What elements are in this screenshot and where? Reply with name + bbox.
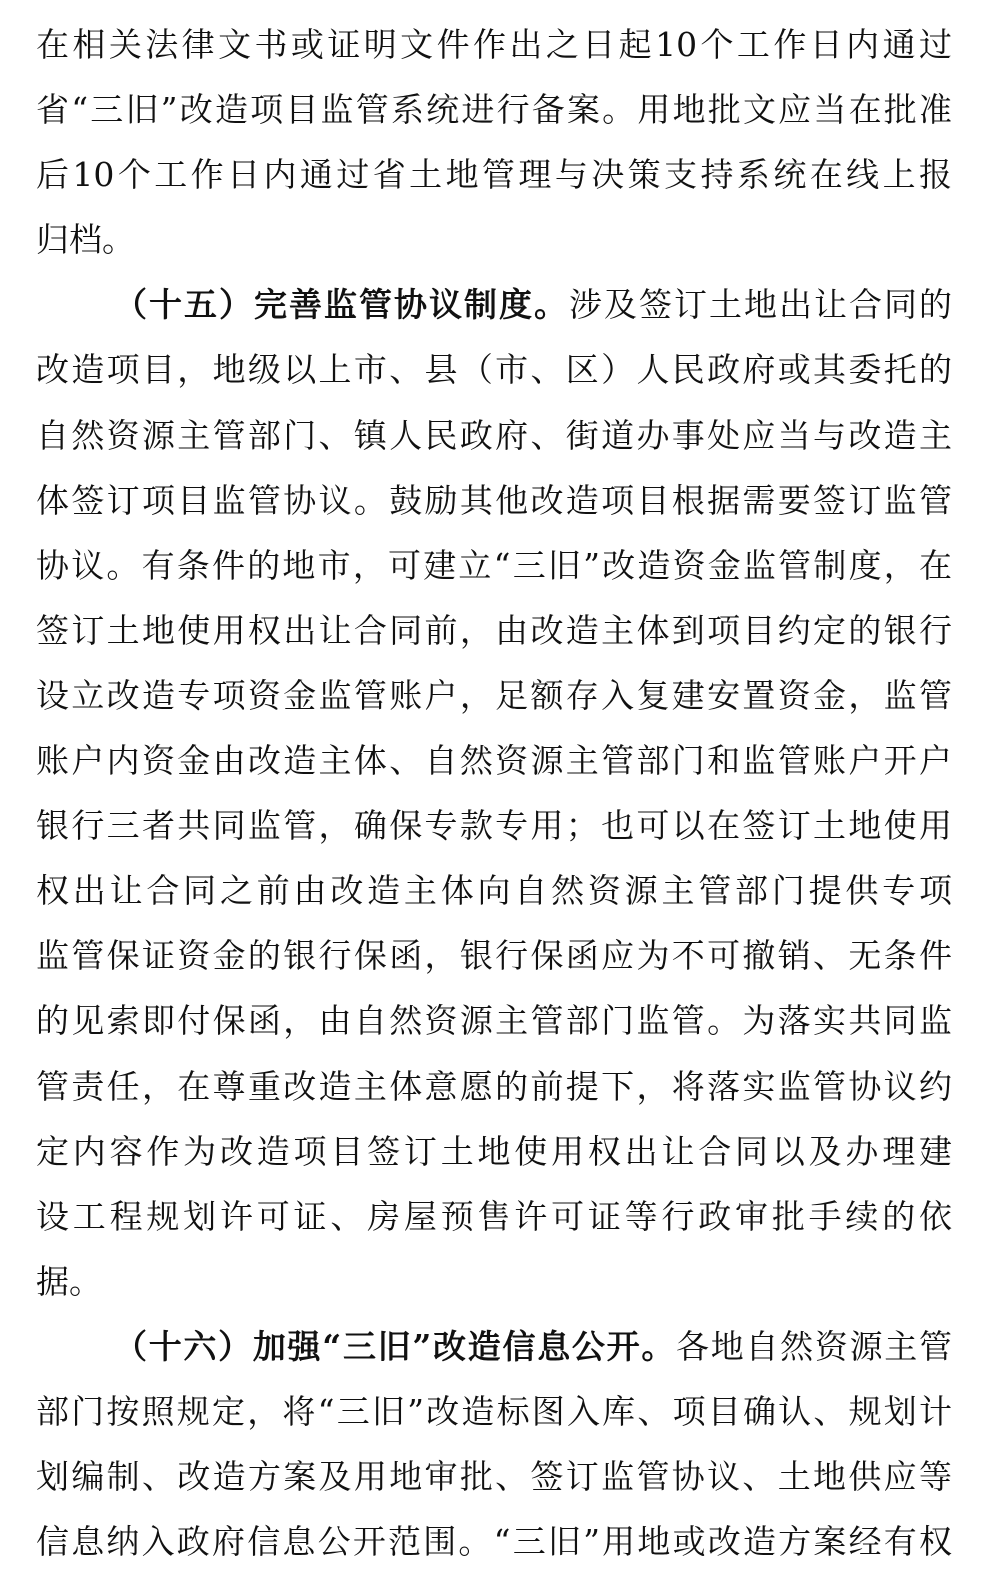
text-line-23: 划编制、改造方案及用地审批、签订监管协议、土地供应等 [36,1457,952,1497]
text-line-16: 的见索即付保函，由自然资源主管部门监管。为落实共同监 [36,1001,952,1041]
text-line-3: 后10个工作日内通过省土地管理与决策支持系统在线上报 [36,155,952,195]
text-line-9: 协议。有条件的地市，可建立“三旧”改造资金监管制度，在 [36,545,952,585]
text-line-11: 设立改造专项资金监管账户，足额存入复建安置资金，监管 [36,675,952,715]
text-line-15: 监管保证资金的银行保函，银行保函应为不可撤销、无条件 [36,936,952,976]
section-15-first-text: 涉及签订土地出让合同的 [569,285,952,325]
text-line-20: 据。 [36,1261,102,1301]
section-15-heading: （十五）完善监管协议制度。 [114,285,569,325]
text-line-8: 体签订项目监管协议。鼓励其他改造项目根据需要签订监管 [36,480,952,520]
section-16-first-line [36,1314,952,1379]
text-line-14: 权出让合同之前由改造主体向自然资源主管部门提供专项 [36,871,952,911]
text-line-22: 部门按照规定，将“三旧”改造标图入库、项目确认、规划计 [36,1391,952,1431]
text-line-1: 在相关法律文书或证明文件作出之日起10个工作日内通过 [36,25,952,64]
text-line-19: 设工程规划许可证、房屋预售许可证等行政审批手续的依 [36,1196,952,1236]
text-line-6: 改造项目，地级以上市、县（市、区）人民政府或其委托的 [36,350,952,390]
text-line-18: 定内容作为改造项目签订土地使用权出让合同以及办理建 [36,1131,952,1171]
section-16-heading: （十六）加强“三旧”改造信息公开。 [114,1326,677,1366]
text-line-17: 管责任，在尊重改造主体意愿的前提下，将落实监管协议约 [36,1066,952,1106]
section-15-first-line [36,272,952,337]
text-line-4: 归档。 [36,220,135,260]
text-line-12: 账户内资金由改造主体、自然资源主管部门和监管账户开户 [36,741,952,781]
text-line-2: 省“三旧”改造项目监管系统进行备案。用地批文应当在批准 [36,90,952,130]
text-line-24: 信息纳入政府信息公开范围。“三旧”用地或改造方案经有权 [36,1522,952,1562]
text-line-10: 签订土地使用权出让合同前，由改造主体到项目约定的银行 [36,610,952,650]
text-line-13: 银行三者共同监管，确保专款专用；也可以在签订土地使用 [36,806,952,846]
text-line-7: 自然资源主管部门、镇人民政府、街道办事处应当与改造主 [36,415,952,455]
section-16-first-text: 各地自然资源主管 [676,1326,952,1366]
